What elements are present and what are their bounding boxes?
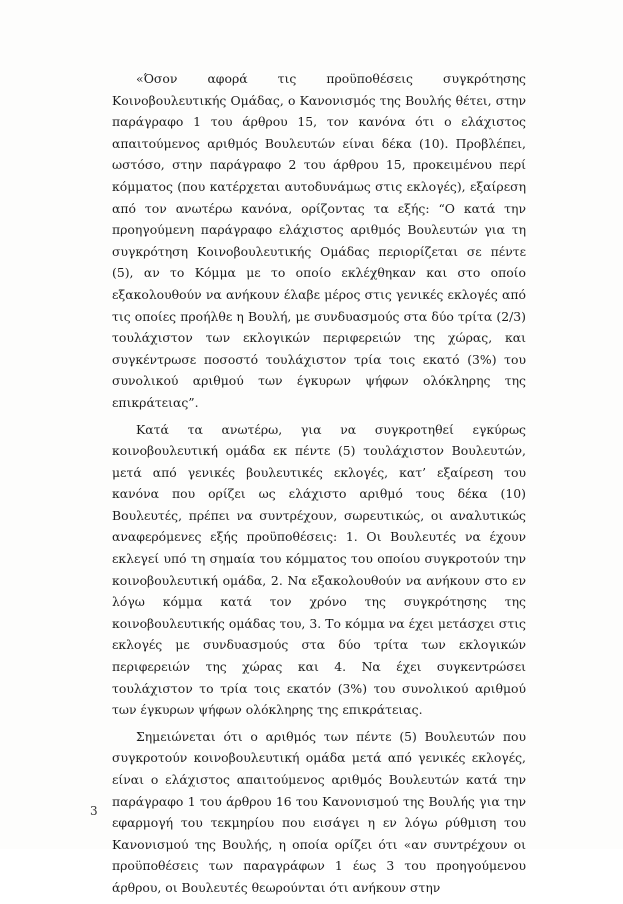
body-text: [112, 68, 526, 904]
paragraph-3: Σημειώνεται ότι ο αριθμός των πέντε (5) Βουλευτών που συγκροτούν κοινοβουλευτική ομάδα μετά από γενικές εκλογές, είναι ο ελάχιστος απαιτούμενος αριθμός Βουλευτών κατά την παράγραφο 1 του άρθρου 16 του Κανονισμού της Βουλής για την εφαρμογή του τεκμηρίου που εισάγει η εν λόγω ρύθμιση του Κανονισμού της Βουλής, η οποία ορίζει ότι «αν συντρέχουν οι προϋποθέσεις των παραγράφων 1 έως 3 του προηγούμενου άρθρου, οι Βουλευτές θεωρούνται ότι ανήκουν στην: [112, 728, 526, 895]
page-number: 3: [90, 804, 98, 818]
paragraph-1: «Όσον αφορά τις προϋποθέσεις συγκρότησης Κοινοβουλευτικής Ομάδας, ο Κανονισμός της Βουλής θέτει, στην παράγραφο 1 του άρθρου 15, τον κανόνα ότι ο ελάχιστος απαιτούμενος αριθμός Βουλευτών είναι δέκα (10). Προβλέπει, ωστόσο, στην παράγραφο 2 του άρθρου 15, προκειμένου περί κόμματος (που κατέρχεται αυτοδυνάμως στις εκλογές), εξαίρεση από τον ανωτέρω κανόνα, ορίζοντας τα εξής: “Ο κατά την προηγούμενη παράγραφο ελάχιστος αριθμός Βουλευτών για τη συγκρότηση Κοινοβουλευτικής Ομάδας περιορίζεται σε πέντε (5), αν το Κόμμα με το οποίο εκλέχθηκαν και στο οποίο εξακολουθούν να ανήκουν έλαβε μέρος στις γενικές εκλογές από τις οποίες προήλθε η Βουλή, με συνδυασμούς στα δύο τρίτα (2/3) τουλάχιστον των εκλογικών περιφερειών της χώρας, και συγκέντρωσε ποσοστό τουλάχιστον τρία τοις εκατό (3%) του συνολικού αριθμού των έγκυρων ψήφων ολόκληρης της επικράτειας”.: [112, 71, 526, 410]
paragraph-2: Κατά τα ανωτέρω, για να συγκροτηθεί εγκύρως κοινοβουλευτική ομάδα εκ πέντε (5) τουλάχιστον Βουλευτών, μετά από γενικές βουλευτικές εκλογές, κατ’ εξαίρεση του κανόνα που ορίζει ως ελάχιστο αριθμό τους δέκα (10) Βουλευτές, πρέπει να συντρέχουν, σωρευτικώς, οι αναλυτικώς αναφερόμενες εξής προϋποθέσεις: 1. Οι Βουλευτές να έχουν εκλεγεί υπό τη σημαία του κόμματος του οποίου συγκροτούν την κοινοβουλευτική ομάδα, 2. Να εξακολουθούν να ανήκουν στο εν λόγω κόμμα κατά τον χρόνο της συγκρότησης της κοινοβουλευτικής ομάδας του, 3. Το κόμμα να έχει μετάσχει στις εκλογές με συνδυασμούς στα δύο τρίτα των εκλογικών περιφερειών της χώρας και 4. Να έχει συγκεντρώσει τουλάχιστον το τρία τοις εκατόν (3%) του συνολικού αριθμού των έγκυρων ψήφων ολόκληρης της επικράτειας.: [112, 421, 526, 718]
